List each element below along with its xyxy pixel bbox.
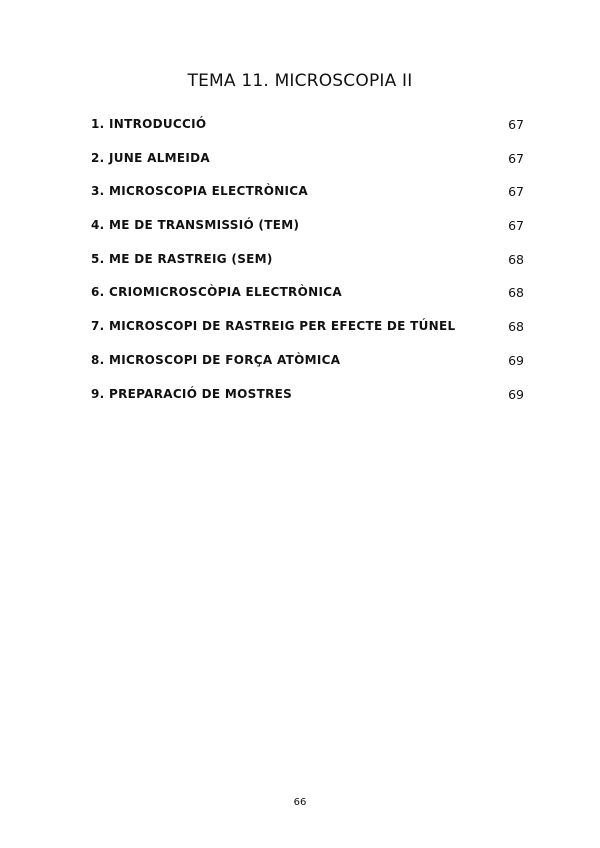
toc-entry-label: 3. MICROSCOPIA ELECTRÒNICA [91, 184, 308, 199]
toc-entry-introduccio[interactable] [91, 117, 524, 151]
toc-entry-page: 68 [508, 319, 524, 335]
page-title: TEMA 11. MICROSCOPIA II [187, 71, 413, 91]
toc-entry-label: 2. JUNE ALMEIDA [91, 150, 210, 165]
toc-entry-page: 68 [508, 251, 524, 267]
toc-entry-label: 4. ME DE TRANSMISSIÓ (TEM) [91, 218, 300, 233]
table-of-contents [91, 117, 524, 420]
toc-entry-page: 67 [508, 117, 524, 132]
toc-entry-preparacio-mostres[interactable] [91, 387, 524, 421]
toc-entry-me-rastreig[interactable] [91, 252, 524, 286]
toc-entry-label: 8. MICROSCOPI DE FORÇA ATÒMICA [91, 352, 341, 367]
toc-entry-me-transmissio[interactable] [91, 218, 524, 252]
toc-entry-criomicroscopia[interactable] [91, 285, 524, 319]
toc-entry-label: 1. INTRODUCCIÓ [91, 117, 207, 131]
toc-entry-microscopia-electronica[interactable] [91, 184, 524, 218]
toc-entry-label: 7. MICROSCOPI DE RASTREIG PER EFECTE DE TÚNEL [91, 319, 456, 334]
page-number: 66 [293, 797, 307, 808]
toc-entry-page: 67 [508, 150, 524, 166]
toc-entry-june-almeida[interactable] [91, 151, 524, 185]
toc-entry-label: 6. CRIOMICROSCÒPIA ELECTRÒNICA [91, 285, 342, 300]
toc-entry-page: 67 [508, 218, 524, 234]
toc-entry-page: 69 [508, 386, 524, 402]
toc-entry-label: 5. ME DE RASTREIG (SEM) [91, 251, 273, 266]
toc-entry-page: 69 [508, 352, 524, 368]
toc-entry-label: 9. PREPARACIÓ DE MOSTRES [91, 386, 293, 401]
toc-entry-microscopi-forca-atomica[interactable] [91, 353, 524, 387]
toc-entry-page: 67 [508, 184, 524, 200]
toc-entry-microscopi-tunel[interactable] [91, 319, 524, 353]
toc-entry-page: 68 [508, 285, 524, 301]
